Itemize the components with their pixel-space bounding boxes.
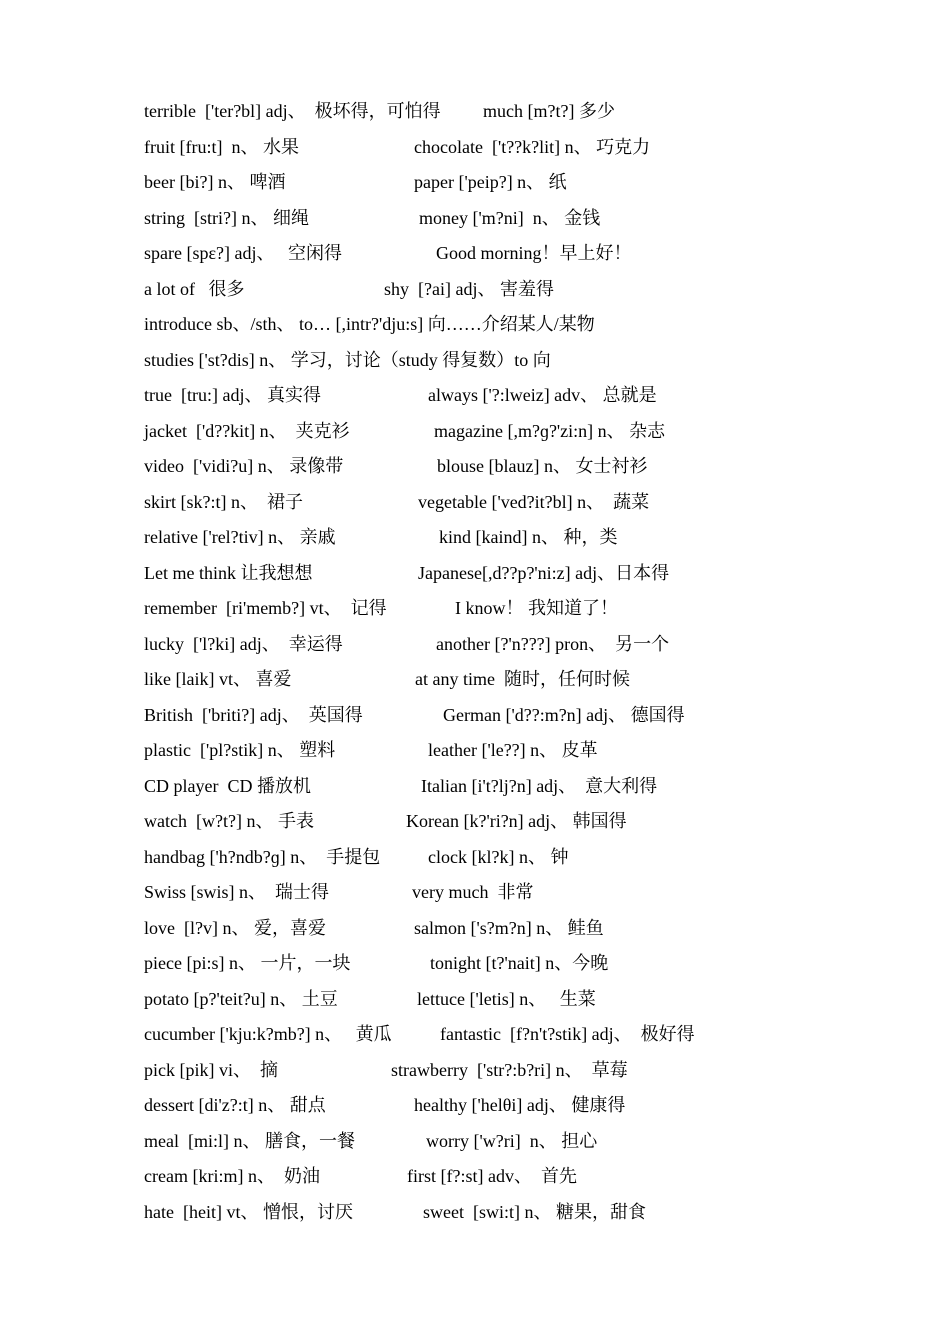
vocabulary-row	[144, 1195, 646, 1231]
vocabulary-entry-right: money ['m?ni] n、 金钱	[419, 207, 601, 228]
vocabulary-entry-left: CD player CD 播放机	[144, 775, 311, 796]
vocabulary-entry-left: lucky ['l?ki] adj、 幸运得	[144, 633, 343, 654]
vocabulary-entry-left: string [stri?] n、 细绳	[144, 207, 309, 228]
vocabulary-entry-right: always ['?:lweiz] adv、 总就是	[428, 385, 657, 405]
vocabulary-entry-left: potato [p?'teit?u] n、 土豆	[144, 988, 338, 1009]
vocabulary-entry-left: plastic ['pl?stik] n、 塑料	[144, 740, 336, 760]
vocabulary-entry-left: jacket ['d??kit] n、 夹克衫	[144, 420, 350, 441]
vocabulary-list	[144, 94, 695, 1230]
vocabulary-entry-left: spare [spɛ?] adj、 空闲得	[144, 243, 343, 263]
vocabulary-entry-right: chocolate ['t??k?lit] n、 巧克力	[414, 136, 651, 157]
vocabulary-entry-right: Italian [i't?lj?n] adj、 意大利得	[421, 775, 658, 796]
vocabulary-entry-left: love [l?v] n、 爱，喜爱	[144, 917, 326, 938]
vocabulary-row	[144, 591, 618, 627]
vocabulary-row	[144, 1088, 626, 1124]
vocabulary-entry-right: Korean [k?'ri?n] adj、 韩国得	[406, 811, 627, 831]
vocabulary-entry-right: clock [kl?k] n、 钟	[428, 846, 569, 867]
vocabulary-entry-left: skirt [sk?:t] n、 裙子	[144, 491, 303, 512]
vocabulary-entry-left: remember [ri'memb?] vt、 记得	[144, 598, 387, 618]
vocabulary-row	[144, 165, 595, 201]
vocabulary-entry-right: shy [?ai] adj、 害羞得	[384, 278, 554, 299]
vocabulary-row	[144, 911, 604, 947]
vocabulary-entry-right: leather ['le??] n、 皮革	[428, 740, 598, 760]
vocabulary-entry-right: blouse [blauz] n、 女士衬衫	[437, 456, 648, 476]
vocabulary-entry-right: strawberry ['str?:b?ri] n、 草莓	[391, 1059, 628, 1080]
vocabulary-entry-right: first [f?:st] adv、 首先	[407, 1166, 577, 1186]
vocabulary-entry-left: pick [pik] vi、 摘	[144, 1059, 278, 1080]
vocabulary-entry-left: like [laik] vt、 喜爱	[144, 669, 292, 689]
vocabulary-row	[144, 272, 595, 308]
vocabulary-row	[144, 236, 632, 272]
vocabulary-entry-right: at any time 随时，任何时候	[415, 669, 630, 689]
vocabulary-entry-left: cucumber ['kju:k?mb?] n、 黄瓜	[144, 1024, 392, 1044]
vocabulary-row	[144, 875, 595, 911]
vocabulary-entry-left: handbag ['h?ndb?ɡ] n、 手提包	[144, 846, 381, 867]
vocabulary-entry-left: watch [w?t?] n、 手表	[144, 811, 314, 831]
vocabulary-entry-left: beer [bi?] n、 啤酒	[144, 172, 286, 192]
vocabulary-entry-right: Japanese[,d??p?'ni:z] adj、日本得	[418, 562, 670, 583]
vocabulary-row	[144, 733, 598, 769]
vocabulary-row	[144, 662, 630, 698]
vocabulary-entry-right: lettuce ['letis] n、 生菜	[417, 988, 596, 1009]
vocabulary-entry-right: vegetable ['ved?it?bl] n、 蔬菜	[418, 491, 650, 512]
vocabulary-entry-left: fruit [fru:t] n、 水果	[144, 136, 299, 157]
vocabulary-entry-left: dessert [di'z?:t] n、 甜点	[144, 1095, 326, 1115]
vocabulary-entry-left: meal [mi:l] n、 膳食，一餐	[144, 1130, 355, 1151]
vocabulary-entry-left: introduce sb、/sth、 to… [,intr?'dju:s] 向……介绍某人/某物	[144, 314, 595, 334]
vocabulary-entry-right: kind [kaind] n、 种，类	[439, 527, 618, 547]
vocabulary-row	[144, 698, 685, 734]
vocabulary-entry-left: hate [heit] vt、 憎恨，讨厌	[144, 1201, 353, 1222]
vocabulary-entry-right: fantastic [f?n't?stik] adj、 极好得	[440, 1024, 695, 1044]
vocabulary-row	[144, 485, 650, 521]
vocabulary-row	[144, 1124, 598, 1160]
vocabulary-entry-left: cream [kri:m] n、 奶油	[144, 1166, 320, 1186]
vocabulary-row	[144, 449, 648, 485]
vocabulary-row	[144, 130, 651, 166]
vocabulary-entry-right: sweet [swi:t] n、 糖果，甜食	[423, 1201, 646, 1222]
vocabulary-entry-right: healthy ['helθi] adj、 健康得	[414, 1095, 626, 1115]
vocabulary-row	[144, 1159, 595, 1195]
vocabulary-entry-right: magazine [,m?ɡ?'zi:n] n、 杂志	[434, 420, 666, 441]
vocabulary-row	[144, 307, 595, 343]
vocabulary-entry-left: video ['vidi?u] n、 录像带	[144, 456, 344, 476]
vocabulary-row	[144, 1053, 628, 1089]
vocabulary-entry-right: another [?'n???] pron、 另一个	[436, 633, 670, 654]
vocabulary-entry-right: worry ['w?ri] n、 担心	[426, 1130, 598, 1151]
vocabulary-row	[144, 201, 601, 237]
vocabulary-entry-left: true [tru:] adj、 真实得	[144, 385, 321, 405]
vocabulary-entry-right: salmon ['s?m?n] n、 鲑鱼	[414, 917, 604, 938]
vocabulary-entry-right: Good morning！早上好！	[436, 243, 632, 263]
vocabulary-row	[144, 982, 595, 1018]
vocabulary-entry-right: very much 非常	[412, 882, 534, 902]
vocabulary-entry-right: tonight [t?'nait] n、今晚	[430, 953, 609, 973]
vocabulary-row	[144, 520, 618, 556]
vocabulary-entry-left: a lot of 很多	[144, 278, 245, 299]
vocabulary-row	[144, 769, 658, 805]
vocabulary-entry-right: German ['d??:m?n] adj、 德国得	[443, 704, 685, 725]
vocabulary-entry-right: paper ['peip?] n、 纸	[414, 172, 567, 192]
vocabulary-row	[144, 946, 609, 982]
vocabulary-entry-left: relative ['rel?tiv] n、 亲戚	[144, 527, 336, 547]
vocabulary-row	[144, 1017, 695, 1053]
vocabulary-row	[144, 94, 615, 130]
vocabulary-entry-left: piece [pi:s] n、 一片，一块	[144, 953, 351, 973]
vocabulary-row	[144, 556, 670, 592]
vocabulary-entry-left: terrible ['ter?bl] adj、 极坏得，可怕得	[144, 101, 441, 121]
vocabulary-row	[144, 804, 627, 840]
vocabulary-entry-left: Let me think 让我想想	[144, 562, 313, 583]
vocabulary-entry-left: Swiss [swis] n、 瑞士得	[144, 882, 330, 902]
vocabulary-row	[144, 414, 666, 450]
vocabulary-entry-right: I know！ 我知道了！	[455, 598, 618, 618]
vocabulary-entry-left: studies ['st?dis] n、 学习，讨论（study 得复数）to 向	[144, 349, 551, 370]
vocabulary-row	[144, 627, 670, 663]
vocabulary-row	[144, 840, 595, 876]
vocabulary-row	[144, 378, 657, 414]
vocabulary-entry-left: British ['briti?] adj、 英国得	[144, 704, 363, 725]
vocabulary-entry-right: much [m?t?] 多少	[483, 101, 615, 121]
vocabulary-row	[144, 343, 595, 379]
